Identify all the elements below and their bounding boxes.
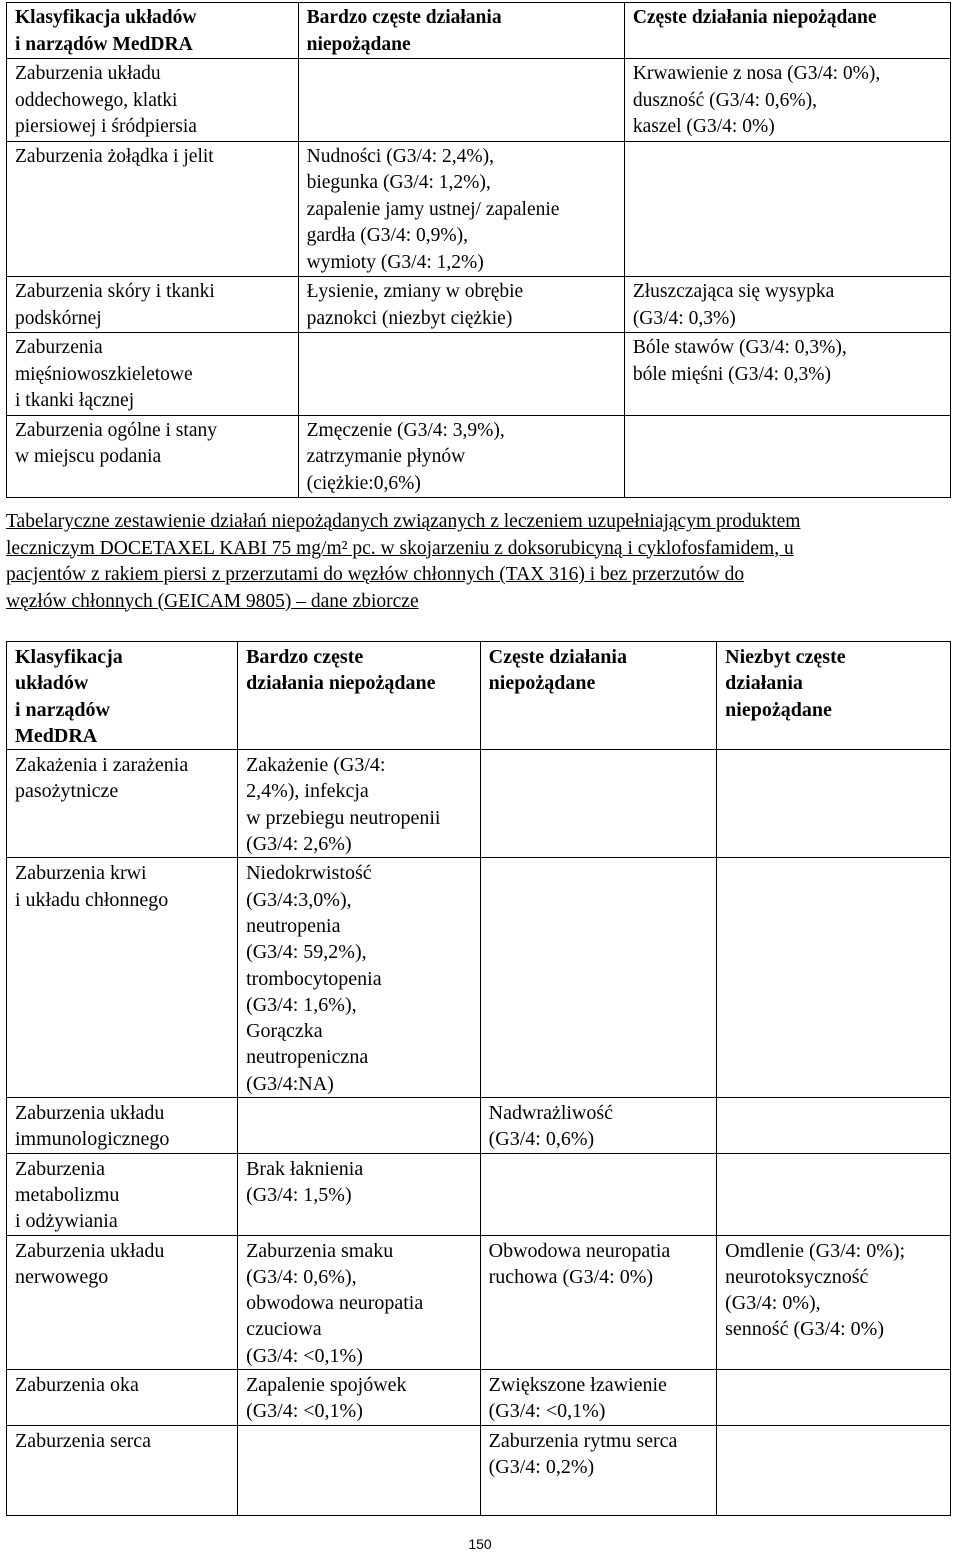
very-common-cell: [298, 415, 624, 498]
adverse-reactions-table-2: [6, 641, 951, 1516]
cell-text: duszność (G3/4: 0,6%),: [632, 89, 817, 111]
uncommon-cell: [717, 1235, 951, 1369]
very-common-cell: [298, 59, 624, 142]
table-row: [7, 1370, 951, 1426]
cell-text: pasożytnicze: [15, 780, 119, 803]
table-header-row: [7, 3, 951, 59]
common-cell: [480, 858, 717, 1098]
cell-text: Zaburzenia oka: [15, 1374, 139, 1397]
uncommon-cell: [717, 1098, 951, 1154]
cell-text: Zwiększone łzawienie: [488, 1374, 667, 1397]
caption-line: pacjentów z rakiem piersi z przerzutami do węzłów chłonnych (TAX 316) i bez przerzutów do: [6, 564, 745, 585]
table-caption: [6, 509, 951, 615]
common-cell: [624, 59, 950, 142]
cell-text: (G3/4: <0,1%): [246, 1344, 363, 1367]
cell-text: paznokci (niezbyt ciężkie): [306, 307, 513, 329]
header-common: [480, 642, 717, 750]
caption-line: węzłów chłonnych (GEICAM 9805) – dane zbiorcze: [6, 590, 419, 612]
header-text: Klasyfikacja: [15, 646, 123, 668]
cell-text: (G3/4: 1,5%): [246, 1183, 352, 1206]
organ-cell: [7, 1370, 238, 1426]
header-very-common: [298, 3, 624, 59]
organ-cell: [7, 750, 238, 858]
organ-cell: [7, 415, 299, 498]
cell-text: Gorączka: [246, 1020, 323, 1043]
cell-text: w przebiegu neutropenii: [246, 806, 441, 829]
cell-text: Zaburzenia krwi: [15, 862, 147, 885]
cell-text: (G3/4: 0,6%),: [246, 1265, 357, 1288]
cell-text: immunologicznego: [15, 1128, 170, 1151]
cell-text: (G3/4: <0,1%): [246, 1400, 363, 1423]
uncommon-cell: [717, 1153, 951, 1235]
cell-text: Zaburzenia: [15, 337, 103, 358]
header-very-common: [238, 642, 481, 750]
organ-cell: [7, 1098, 238, 1154]
header-organ-class: [7, 3, 299, 59]
cell-text: Krwawienie z nosa (G3/4: 0%),: [632, 63, 881, 84]
cell-text: Zaburzenia serca: [15, 1429, 152, 1452]
common-cell: [480, 1235, 717, 1369]
cell-text: (G3/4:3,0%),: [246, 888, 352, 911]
header-common: [624, 3, 950, 59]
organ-cell: [7, 141, 299, 277]
cell-text: wymioty (G3/4: 1,2%): [306, 251, 484, 273]
cell-text: Zapalenie spojówek: [246, 1374, 407, 1397]
cell-text: neutropeniczna: [246, 1046, 369, 1069]
cell-text: nerwowego: [15, 1265, 109, 1288]
cell-text: Zaburzenia smaku: [246, 1239, 394, 1262]
cell-text: (G3/4:NA): [246, 1072, 334, 1095]
organ-cell: [7, 333, 299, 416]
cell-text: w miejscu podania: [15, 446, 162, 467]
cell-text: bóle mięśni (G3/4: 0,3%): [632, 363, 832, 385]
very-common-cell: [238, 1425, 481, 1515]
header-text: układów: [15, 672, 89, 695]
cell-text: Brak łaknienia: [246, 1157, 364, 1180]
header-text: niepożądane: [488, 672, 596, 695]
cell-text: (ciężkie:0,6%): [306, 472, 421, 494]
common-cell: [624, 415, 950, 498]
organ-cell: [7, 277, 299, 333]
cell-text: Zaburzenia ogólne i stany: [15, 419, 217, 441]
cell-text: gardła (G3/4: 0,9%),: [306, 225, 468, 246]
very-common-cell: [238, 858, 481, 1098]
cell-text: Zaburzenia żołądka i jelit: [15, 145, 214, 167]
header-organ-class: [7, 642, 238, 750]
header-text: i narządów: [15, 698, 110, 721]
cell-text: ruchowa (G3/4: 0%): [488, 1265, 654, 1288]
common-cell: [480, 1153, 717, 1235]
table-header-row: [7, 642, 951, 750]
uncommon-cell: [717, 1425, 951, 1515]
common-cell: [480, 1425, 717, 1515]
header-text: działania niepożądane: [246, 672, 436, 695]
adverse-reactions-table-1: [6, 2, 951, 498]
cell-text: (G3/4: 0%),: [725, 1292, 821, 1315]
table-row: [7, 1098, 951, 1154]
table-row: [7, 750, 951, 858]
page-number: 150: [468, 1536, 492, 1552]
cell-text: kaszel (G3/4: 0%): [632, 116, 775, 137]
organ-cell: [7, 59, 299, 142]
cell-text: Zaburzenia układu: [15, 1102, 165, 1125]
caption-line: Tabelaryczne zestawienie działań niepożądanych związanych z leczeniem uzupełniającym produktem: [6, 511, 801, 532]
header-text: niepożądane: [306, 33, 411, 55]
common-cell: [624, 141, 950, 277]
cell-text: (G3/4: <0,1%): [488, 1400, 606, 1423]
cell-text: Zaburzenia układu: [15, 1239, 165, 1262]
cell-text: Zaburzenia rytmu serca: [488, 1429, 678, 1452]
common-cell: [480, 750, 717, 858]
table-row: [7, 858, 951, 1098]
cell-text: 2,4%), infekcja: [246, 780, 369, 803]
table-row: [7, 415, 951, 498]
very-common-cell: [298, 277, 624, 333]
cell-text: Złuszczająca się wysypka: [632, 281, 835, 302]
cell-text: i układu chłonnego: [15, 888, 169, 911]
very-common-cell: [238, 1370, 481, 1426]
table-row: [7, 1235, 951, 1369]
cell-text: Łysienie, zmiany w obrębie: [306, 281, 524, 302]
header-text: MedDRA: [15, 724, 98, 747]
cell-text: czuciowa: [246, 1318, 322, 1341]
organ-cell: [7, 1235, 238, 1369]
cell-text: metabolizmu: [15, 1183, 120, 1206]
organ-cell: [7, 858, 238, 1098]
cell-text: Zakażenie (G3/4:: [246, 754, 386, 777]
cell-text: Nadwrażliwość: [488, 1102, 614, 1125]
header-text: Częste działania: [488, 646, 627, 668]
uncommon-cell: [717, 1370, 951, 1426]
very-common-cell: [238, 750, 481, 858]
organ-cell: [7, 1153, 238, 1235]
organ-cell: [7, 1425, 238, 1515]
table-row: [7, 333, 951, 416]
header-text: Klasyfikacja układów: [15, 7, 197, 28]
cell-text: Obwodowa neuropatia: [488, 1239, 671, 1262]
cell-text: podskórnej: [15, 307, 102, 329]
cell-text: i odżywiania: [15, 1210, 118, 1233]
cell-text: Nudności (G3/4: 2,4%),: [306, 145, 495, 167]
cell-text: Bóle stawów (G3/4: 0,3%),: [632, 337, 847, 358]
uncommon-cell: [717, 858, 951, 1098]
header-uncommon: [717, 642, 951, 750]
uncommon-cell: [717, 750, 951, 858]
very-common-cell: [298, 333, 624, 416]
cell-text: Zaburzenia układu: [15, 63, 161, 84]
common-cell: [480, 1098, 717, 1154]
very-common-cell: [238, 1153, 481, 1235]
header-text: i narządów MedDRA: [15, 33, 193, 55]
cell-text: (G3/4: 0,6%): [488, 1128, 595, 1151]
header-text: Bardzo częste: [246, 646, 364, 668]
very-common-cell: [238, 1235, 481, 1369]
header-text: Częste działania niepożądane: [632, 7, 877, 28]
cell-text: Zaburzenia: [15, 1157, 105, 1180]
cell-text: Niedokrwistość: [246, 862, 372, 885]
cell-text: zatrzymanie płynów: [306, 446, 466, 467]
table-row: [7, 1153, 951, 1235]
caption-line: leczniczym DOCETAXEL KABI 75 mg/m² pc. w skojarzeniu z doksorubicyną i cyklofosfamidem, u: [6, 537, 794, 559]
header-text: Niezbyt częste: [725, 646, 846, 668]
cell-text: obwodowa neuropatia: [246, 1292, 424, 1315]
cell-text: Zakażenia i zarażenia: [15, 754, 189, 777]
common-cell: [624, 333, 950, 416]
cell-text: oddechowego, klatki: [15, 89, 178, 111]
cell-text: i tkanki łącznej: [15, 390, 135, 411]
table-row: [7, 1425, 951, 1515]
header-text: Bardzo częste działania: [306, 7, 502, 28]
common-cell: [624, 277, 950, 333]
cell-text: mięśniowoszkieletowe: [15, 363, 193, 385]
header-text: niepożądane: [725, 698, 832, 721]
very-common-cell: [298, 141, 624, 277]
cell-text: piersiowej i śródpiersia: [15, 116, 197, 137]
table-row: [7, 59, 951, 142]
header-text: działania: [725, 672, 803, 695]
cell-text: (G3/4: 0,2%): [488, 1455, 595, 1478]
cell-text: zapalenie jamy ustnej/ zapalenie: [306, 198, 560, 220]
cell-text: neurotoksyczność: [725, 1265, 869, 1288]
very-common-cell: [238, 1098, 481, 1154]
cell-text: Omdlenie (G3/4: 0%);: [725, 1239, 906, 1262]
table-row: [7, 141, 951, 277]
cell-text: (G3/4: 0,3%): [632, 307, 736, 329]
cell-text: biegunka (G3/4: 1,2%),: [306, 172, 491, 193]
cell-text: (G3/4: 2,6%): [246, 833, 352, 856]
cell-text: senność (G3/4: 0%): [725, 1318, 884, 1341]
cell-text: (G3/4: 59,2%),: [246, 941, 367, 964]
cell-text: neutropenia: [246, 914, 341, 937]
cell-text: Zaburzenia skóry i tkanki: [15, 281, 215, 302]
common-cell: [480, 1370, 717, 1426]
table-row: [7, 277, 951, 333]
cell-text: Zmęczenie (G3/4: 3,9%),: [306, 419, 505, 441]
cell-text: trombocytopenia: [246, 967, 382, 990]
cell-text: (G3/4: 1,6%),: [246, 993, 357, 1016]
